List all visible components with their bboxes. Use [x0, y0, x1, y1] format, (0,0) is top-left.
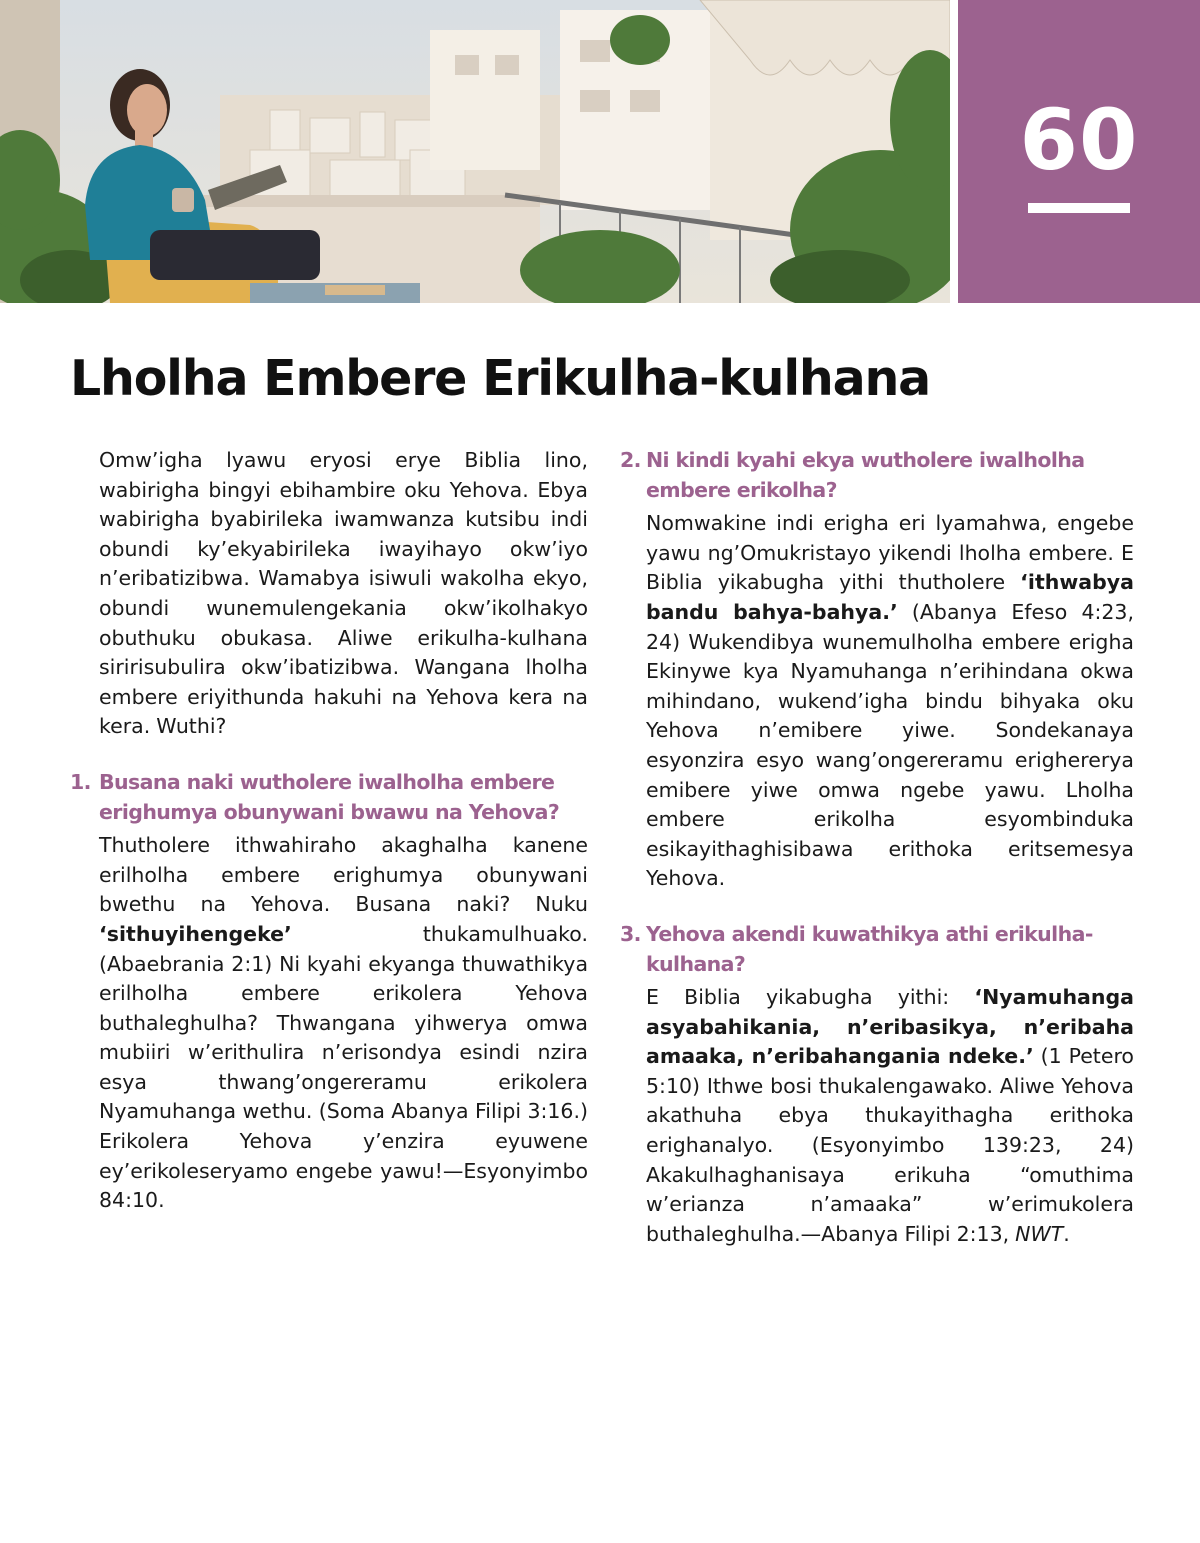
- hero-image: [0, 0, 950, 303]
- answer-paragraph: E Biblia yikabugha yithi: ‘Nyamuhanga asyabahikania, n’eribasikya, n’eribaha amaaka, n’eribahangania ndeke.’ (1 Petero 5:10) Ithwe bosi thukalengawako. Aliwe Yehova akathuha ebya thukayithagha erithoka erighanalyo. (Esyonyimbo 139:23, 24) Akakulhaghanisaya erikuha “omuthima w’erianza n’amaaka” w’erimukolera buthaleghulha.—Abanya Filipi 2:13, NWT.: [646, 985, 1134, 1246]
- lesson-number: 60: [1019, 91, 1139, 189]
- answer-paragraph: Nomwakine indi erigha eri lyamahwa, engebe yawu ng’Omukristayo yikendi lholha embere. E Biblia yikabugha yithi thutholere ‘ithwabya bandu bahya-bahya.’ (Abanya Efeso 4:23, 24) Wukendibya wunemulholha embere erigha Ekinywe kya Nyamuhanga n’erihindana okwa mihindano, wukend’igha bindu bihyaka oku Yehova n’emibere yiwe. Sondekanaya esyonzira esyo wang’ongereramu erighererya emibere yiwe omwa ngebe yawu. Lholha embere erikolha esyombinduka esikayithaghisibawa erithoka eritsemesya Yehova.: [646, 511, 1134, 891]
- question-text: Ni kindi kyahi ekya wutholere iwalholha embere erikolha?: [646, 448, 1085, 502]
- emphasis-quote: ‘sithuyihengeke’: [99, 921, 292, 946]
- right-column: [620, 446, 1134, 1249]
- lesson-number-badge: [958, 0, 1200, 303]
- emphasis-quote: ‘ithwabya bandu bahya-bahya.’: [646, 570, 1134, 624]
- question-heading: [70, 768, 588, 827]
- question-heading: [620, 920, 1134, 979]
- emphasis-quote: ‘Nyamuhanga asyabahikania, n’eribasikya, n’eribaha amaaka, n’eribahangania ndeke.’: [646, 985, 1134, 1069]
- question-heading: [620, 446, 1134, 505]
- question-text: Busana naki wutholere iwalholha embere erighumya obunywani bwawu na Yehova?: [99, 769, 560, 824]
- question-text: Yehova akendi kuwathikya athi erikulha-kulhana?: [646, 921, 1093, 976]
- question-number: 2.: [620, 448, 641, 472]
- answer-paragraph: Thutholere ithwahiraho akaghalha kanene erilholha embere erighumya obunywani bwethu na Yehova. Busana naki? Nuku ‘sithuyihengeke’ thukamulhuako. (Abaebrania 2:1) Ni kyahi ekyanga thuwathikya erilholha embere erikolera Yehova buthaleghulha? Thwangana yihwerya omwa mubiiri w’erithulira n’erisondya esindi nzira esya thwang’ongereramu erikolera Nyamuhanga wethu. (Soma Abanya Filipi 3:16.) Erikolera Yehova y’enzira eyuwene ey’erikoleseryamo engebe yawu!—Esyonyimbo 84:10.: [99, 833, 588, 1213]
- lesson-title: Lholha Embere Erikulha-kulhana: [70, 350, 931, 407]
- question-number: 3.: [620, 921, 641, 946]
- left-column: [70, 446, 588, 1216]
- translation-abbrev: NWT: [1015, 1221, 1064, 1246]
- intro-paragraph: Omw’igha lyawu eryosi erye Biblia lino, wabirigha bingyi ebihambire oku Yehova. Ebya wabirigha byabirileka iwamwanza kutsibu indi obundi ky’ekyabirileka iwayihayo okw’iyo n’eribatizibwa. Wamabya isiwuli wakolha ekyo, obundi wunemulengekania okw’ikolhakyo obuthuku obukasa. Aliwe erikulha-kulhana siririsubulira okw’ibatizibwa. Wangana lholha embere eriyithunda hakuhi na Yehova kera na kera. Wuthi?: [99, 448, 588, 739]
- question-number: 1.: [70, 769, 91, 794]
- badge-underline: [1028, 203, 1130, 213]
